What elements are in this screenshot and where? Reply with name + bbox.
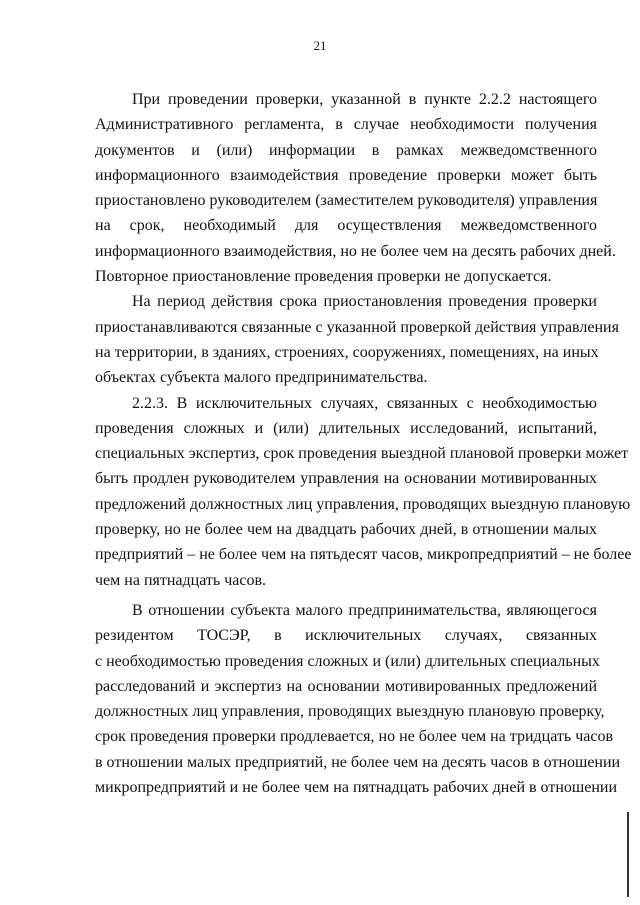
text-line: резидентом ТОСЭР, в исключительных случаях, связанных: [95, 627, 597, 645]
text-line: На период действия срока приостановления проведения проверки: [132, 293, 597, 311]
text-line: документов и (или) информации в рамках межведомственного: [95, 141, 597, 159]
document-body: [95, 87, 632, 800]
text-line: специальных экспертиз, срок проведения выездной плановой проверки может: [95, 445, 629, 463]
text-line: с необходимостью проведения сложных и (или) длительных специальных: [95, 652, 600, 670]
text-line: 2.2.3. В исключительных случаях, связанных с необходимостью: [132, 394, 597, 412]
paragraph: [95, 289, 619, 390]
paragraph: [95, 87, 616, 289]
text-line: объектах субъекта малого предпринимательства.: [95, 369, 428, 387]
text-line: быть продлен руководителем управления на основании мотивированных: [95, 470, 597, 488]
text-line: приостанавливаются связанные с указанной проверкой действия управления: [95, 318, 619, 336]
text-line: чем на пятнадцать часов.: [95, 571, 266, 589]
text-line: Административного регламента, в случае необходимости получения: [95, 116, 597, 134]
text-line: должностных лиц управления, проводящих выездную плановую проверку,: [95, 703, 605, 721]
text-line: микропредприятий и не более чем на пятнадцать рабочих дней в отношении: [95, 779, 618, 797]
text-line: срок проведения проверки продлевается, но не более чем на тридцать часов: [95, 728, 614, 746]
text-line: приостановлено руководителем (заместителем руководителя) управления: [95, 192, 598, 210]
page-number: 21: [313, 38, 327, 53]
paragraph: [95, 598, 621, 800]
scan-edge-line: [627, 812, 629, 897]
text-line: проверку, но не более чем на двадцать рабочих дней, в отношении малых: [95, 521, 597, 539]
text-line: на срок, необходимый для осуществления межведомственного: [95, 217, 597, 235]
text-line: Повторное приостановление проведения проверки не допускается.: [95, 268, 552, 286]
text-line: проведения сложных и (или) длительных исследований, испытаний,: [95, 419, 597, 437]
text-line: на территории, в зданиях, строениях, сооружениях, помещениях, на иных: [95, 343, 599, 361]
text-line: в отношении малых предприятий, не более чем на десять часов в отношении: [95, 753, 621, 771]
text-line: предложений должностных лиц управления, проводящих выездную плановую: [95, 495, 631, 513]
text-line: расследований и экспертиз на основании мотивированных предложений: [95, 677, 597, 695]
text-line: При проведении проверки, указанной в пункте 2.2.2 настоящего: [132, 91, 597, 108]
text-line: информационного взаимодействия, но не более чем на десять рабочих дней.: [95, 242, 616, 260]
text-line: информационного взаимодействия проведение проверки может быть: [95, 166, 597, 184]
text-line: В отношении субъекта малого предпринимательства, являющегося: [132, 601, 597, 619]
paragraph: [95, 391, 632, 593]
text-line: предприятий – не более чем на пятьдесят часов, микропредприятий – не более: [95, 546, 632, 564]
